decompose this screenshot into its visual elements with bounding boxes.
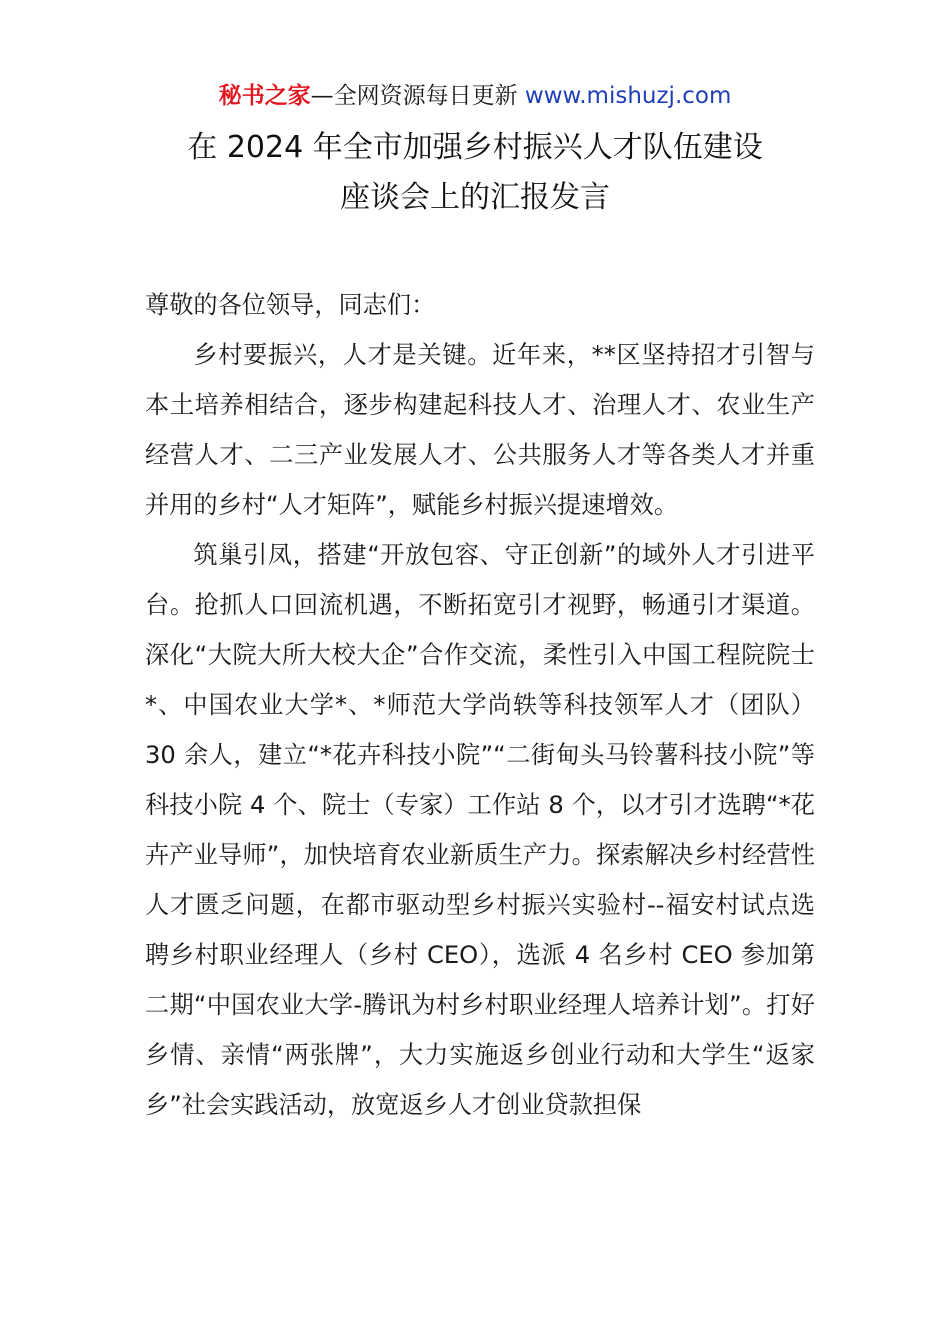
document-title-line-2: 座谈会上的汇报发言	[340, 180, 610, 215]
body-paragraph-2: 筑巢引凤，搭建“开放包容、守正创新”的域外人才引进平台。抢抓人口回流机遇，不断拓宽引才视野，畅通引才渠道。深化“大院大所大校大企”合作交流，柔性引入中国工程院院士*、中国农业大学*、*师范大学尚轶等科技领军人才（团队）30 余人，建立“*花卉科技小院”“二街甸头马铃薯科技小院”等科技小院 4 个、院士（专家）工作站 8 个，以才引才选聘“*花卉产业导师”，加快培育农业新质生产力。探索解决乡村经营性人才匮乏问题，在都市驱动型乡村振兴实验村--福安村试点选聘乡村职业经理人（乡村 CEO），选派 4 名乡村 CEO 参加第二期“中国农业大学-腾讯为村乡村职业经理人培养计划”。打好乡情、亲情“两张牌”，大力实施返乡创业行动和大学生“返家乡”社会实践活动，放宽返乡人才创业贷款担保	[145, 541, 815, 1119]
site-brand: 秘书之家	[218, 83, 311, 109]
document-body	[145, 280, 815, 1130]
site-url-link[interactable]: www.mishuzj.com	[524, 83, 732, 109]
body-paragraph-1: 乡村要振兴，人才是关键。近年来，**区坚持招才引智与本土培养相结合，逐步构建起科技人才、治理人才、农业生产经营人才、二三产业发展人才、公共服务人才等各类人才并重并用的乡村“人才矩阵”，赋能乡村振兴提速增效。	[145, 341, 815, 519]
salutation: 尊敬的各位领导，同志们：	[145, 291, 436, 319]
document-title-line-1: 在 2024 年全市加强乡村振兴人才队伍建设	[187, 130, 763, 165]
site-tagline: —全网资源每日更新	[310, 83, 525, 109]
site-header	[0, 80, 950, 112]
